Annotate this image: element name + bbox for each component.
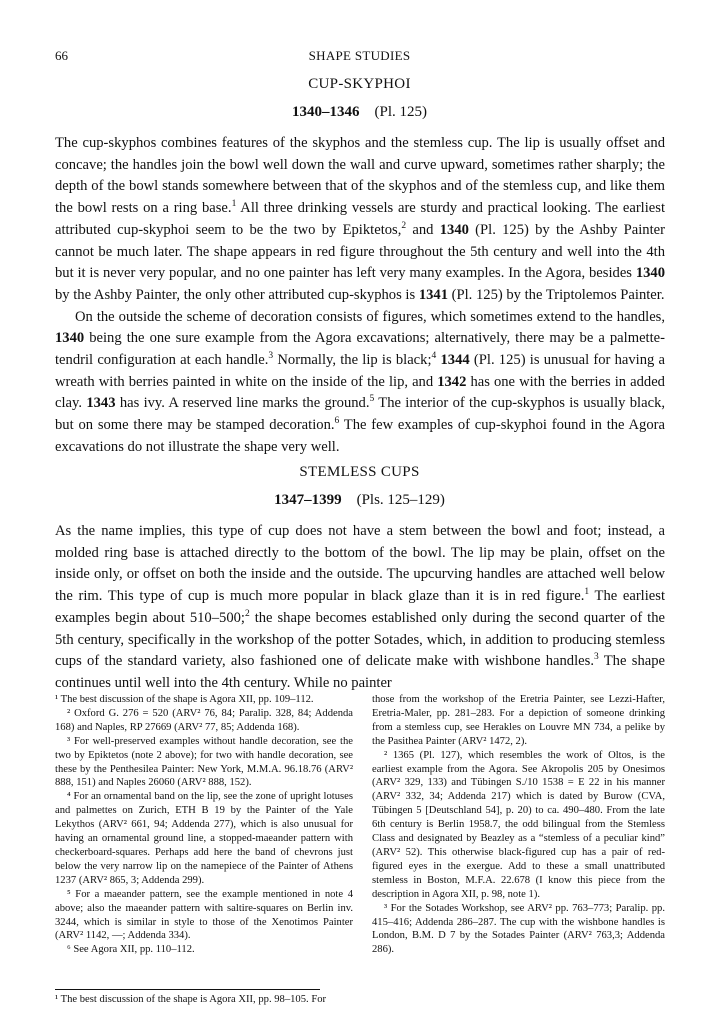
- plate-ref: (Pl. 125): [374, 104, 427, 120]
- footnote: ¹ The best discussion of the shape is Agora XII, pp. 109–112.: [55, 694, 314, 705]
- range-numbers: 1340–1346: [292, 104, 360, 120]
- catalogue-range-2: [0, 492, 719, 509]
- footnotes-left-column: [55, 693, 353, 957]
- footnote-divider: [55, 989, 320, 990]
- footnote: ⁶ See Agora XII, pp. 110–112.: [67, 944, 195, 956]
- page-number: 66: [55, 48, 68, 63]
- paragraph: On the outside the scheme of decoration consists of figures, which sometimes extend to the handles, 1340 being the one sure example from the Agora excavations; alternatively, there may be a palmette-tendril configuration at each handle.$^3$ Normally, the lip is black;$^4$ 1344 (Pl. 125) is unusual for having a wreath with berries painted in white on the inside of the lip, and 1342 has one with the berries in added clay. 1343 has ivy. A reserved line marks the ground.$^5$ The interior of the cup-skyphos is usually black, but on some there may be stamped decoration.$^6$ The few examples of cup-skyphoi found in the Agora excavations do not illustrate the shape very well.: [55, 308, 666, 455]
- paragraph: The cup-skyphos combines features of the skyphos and the stemless cup. The lip is usually offset and concave; the handles join the bowl well down the wall and curve upward, sometimes rather sharply; the depth of the bowl stands somewhere between that of the skyphos and of the stemless cup, and like them the bowl rests on a ring base.$^1$ All three drinking vessels are sturdy and practical looking. The earliest attributed cup-skyphoi seem to be the two by Epiktetos,$^2$ and 1340 (Pl. 125) by the Ashby Painter cannot be much later. The shape appears in red figure throughout the 5th century and well into the 4th but it is never very popular, and no one painter has left very many examples. In the Agora, besides 1340 by the Ashby Painter, the only other attributed cup-skyphos is 1341 (Pl. 125) by the Triptolemos Painter.: [55, 135, 665, 303]
- section2-body: [55, 521, 665, 695]
- section-title-stemless-cups: STEMLESS CUPS: [299, 464, 420, 480]
- footnote: ³ For the Sotades Workshop, see ARV² pp. 763–773; Paralip. pp. 415–416; Addenda 286–287. The cup with the wishbone handles is London, B.M. D 7 by the Sotades Painter (ARV² 763,3; Addenda 286).: [372, 902, 665, 956]
- footnote: ² Oxford G. 276 = 520 (ARV² 76, 84; Paralip. 328, 84; Addenda 168) and Naples, RP 27669 (ARV² 77, 85; Addenda 168).: [55, 707, 353, 733]
- paragraph: As the name implies, this type of cup does not have a stem between the bowl and foot; instead, a molded ring base is attached directly to the bottom of the bowl. The lip may be plain, offset on the inside only, or offset on both the inside and the outside. The upcurving handles are attached well below the rim. This type of cup is much more popular in black glaze than it is in red figure.$^1$ The earliest examples begin about 510–500;$^2$ the shape becomes established only during the second quarter of the 5th century, specifically in the workshop of the potter Sotades, which, in addition to producing stemless cups of the standard variety, also fashioned one of delicate make with wishbone handles.$^3$ The shape continues until well into the 4th century. While no painter: [55, 523, 666, 691]
- range-numbers: 1347–1399: [274, 492, 342, 508]
- footnote: ⁵ For a maeander pattern, see the example mentioned in note 4 above; also the maeander pattern with saltire-squares on Berlin inv. 3244, which is similar in style to those of the Xenotimos Painter (ARV² 1142, —; Addenda 334).: [55, 888, 353, 942]
- running-title: SHAPE STUDIES: [308, 48, 411, 63]
- section-title-cup-skyphoi: CUP-SKYPHOI: [308, 76, 411, 92]
- footnote: ⁴ For an ornamental band on the lip, see the zone of upright lotuses and palmettes on Zurich, ETH B 19 by the Painter of the Yale Lekythos (ARV² 661, 94; Addenda 277), which is also unusual for having an ornamental ground line, a stopped-maeander pattern with checkerboard-squares. Perhaps add here the band of chevrons just below the very narrow lip on the namepiece of the Painter of Athens 1237 (ARV² 865, 3; Addenda 299).: [55, 791, 353, 886]
- footnotes-right-column: [372, 693, 665, 957]
- footnote: ² 1365 (Pl. 127), which resembles the work of Oltos, is the earliest example from the Agora. See Akropolis 205 by Onesimos (ARV² 329, 133) and Tübingen S./10 1538 = E 22 in his manner (ARV² 332, 34; Addenda 217) which is dated by Burow (CVA, Tübingen 5 [Deutschland 54], p. 20) to ca. 490–480. From the late 6th century is Berlin 1958.7, the odd bilingual from the Stemless Class and designated by Beazley as a “stemless of a peculiar kind” (ARV² 52). This otherwise black-figured cup has a pair of red-figured eyes in the exergue. Add to these a small unattributed stemless in Boston, M.F.A. 22.678 (I know this piece from the description in Agora XII, p. 98, note 1).: [372, 749, 665, 900]
- bottom-footnote: ¹ The best discussion of the shape is Agora XII, pp. 98–105. For: [55, 994, 327, 1005]
- section1-body: [55, 133, 665, 459]
- footnote: ³ For well-preserved examples without handle decoration, see the two by Epiktetos (note 2 above); for two with handle decoration, see these by the Penthesilea Painter: New York, M.M.A. 96.18.76 (ARV² 888, 151) and Naples 26060 (ARV² 888, 152).: [55, 735, 353, 789]
- footnote: those from the workshop of the Eretria Painter, see Lezzi-Hafter, Eretria-Maler, pp. 281–283. For a depiction of someone drinking from a stemless cup, see Herakles on Louvre MN 734, a pelike by the Pasithea Painter (ARV² 1472, 2).: [372, 694, 665, 747]
- catalogue-range-1: [0, 104, 719, 121]
- plate-ref: (Pls. 125–129): [356, 492, 445, 508]
